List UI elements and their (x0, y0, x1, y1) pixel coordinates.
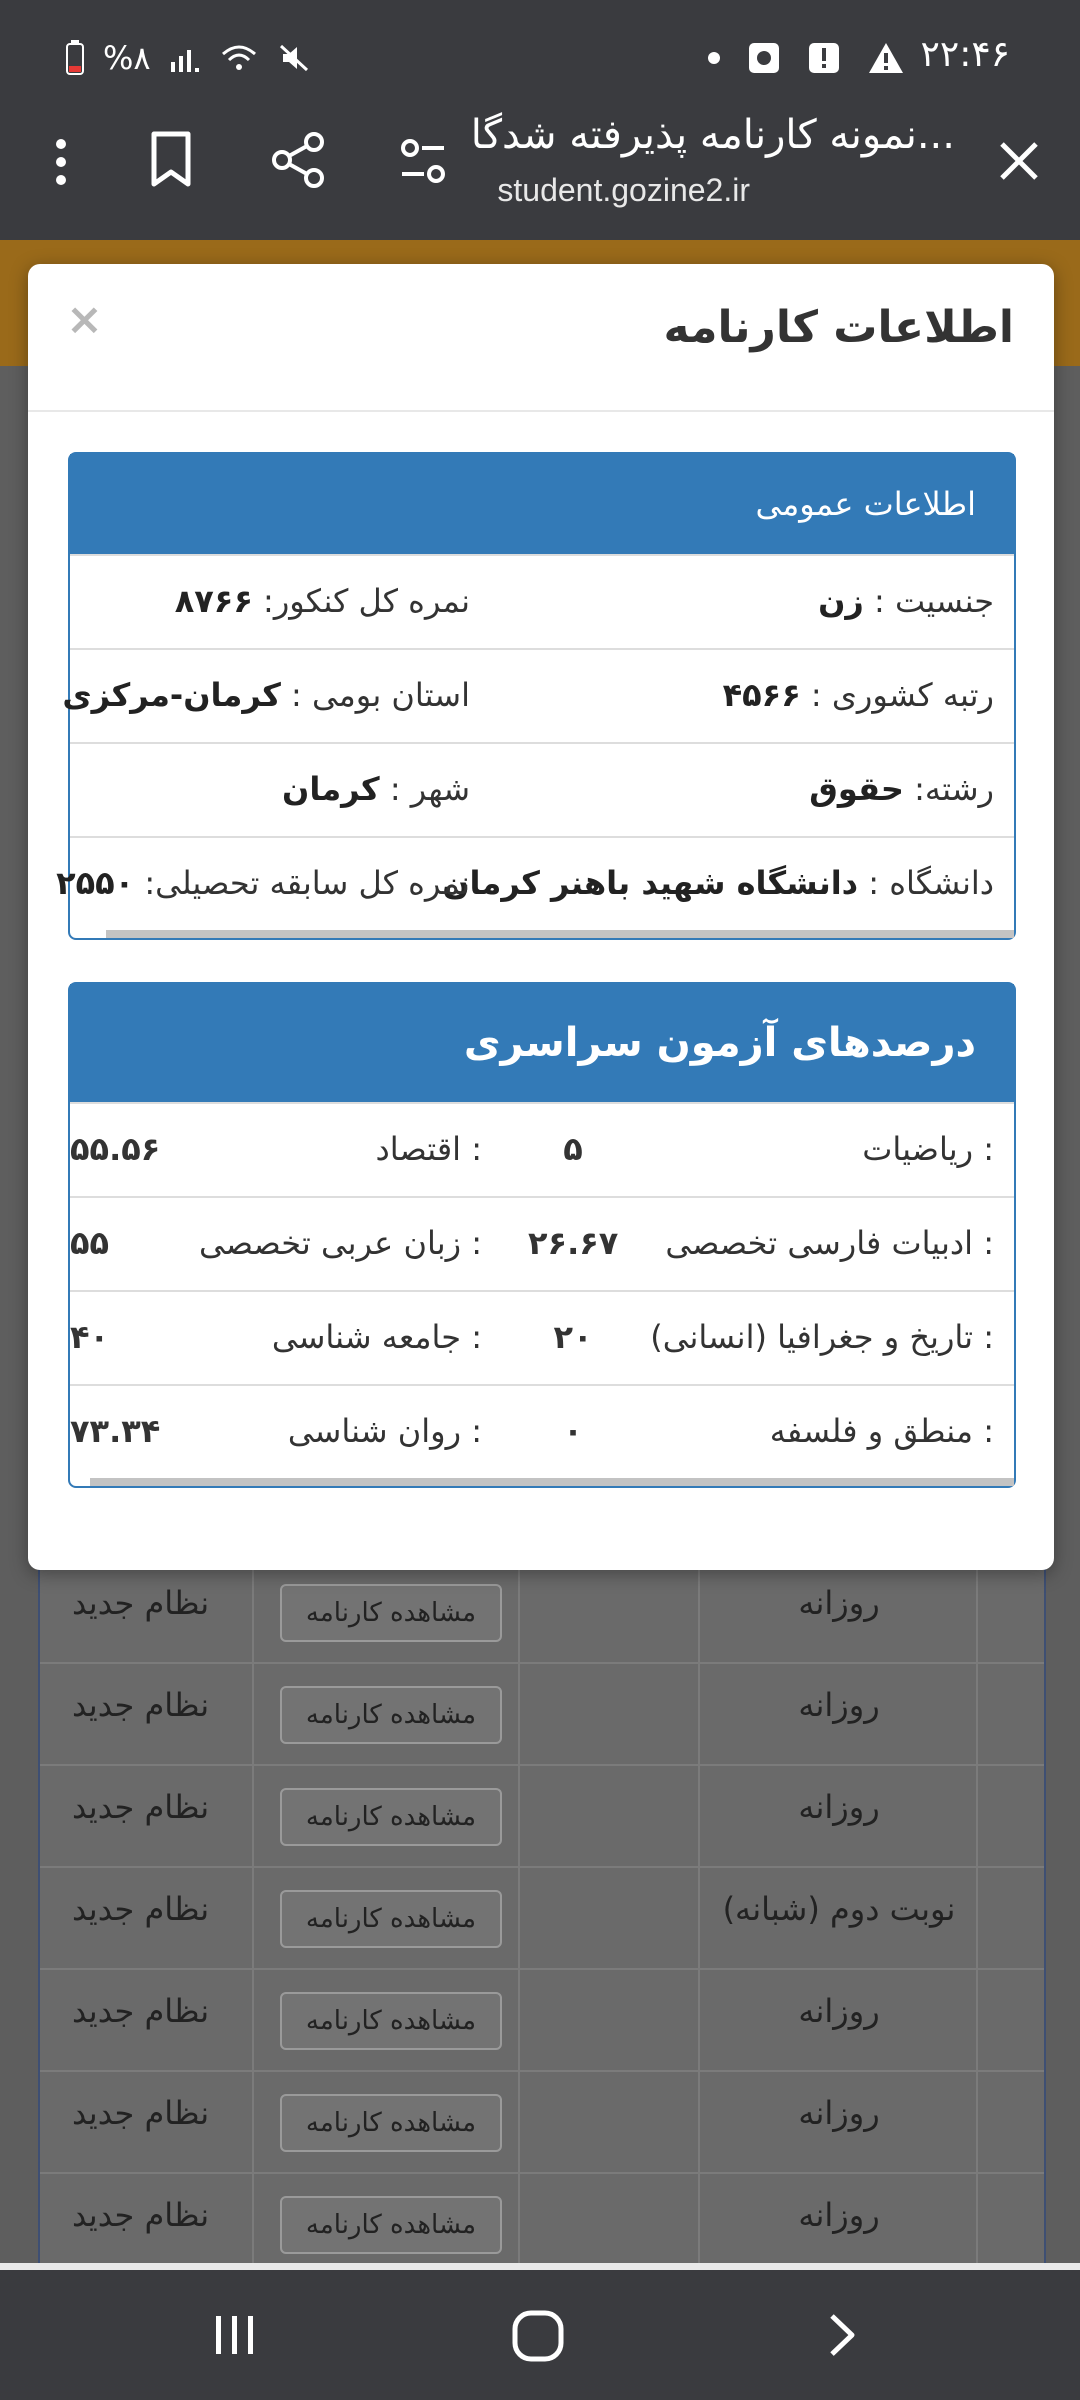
view-report-button[interactable]: مشاهده کارنامه (280, 2094, 502, 2152)
table-row (40, 1968, 1044, 2072)
info-label: جنسیت : (863, 582, 994, 620)
system-cell: نظام جدید (72, 2094, 210, 2132)
shift-cell: روزانه (798, 2196, 880, 2234)
info-right-cell (809, 770, 994, 808)
subject-label: منطق و فلسفه : (769, 1412, 994, 1450)
info-left-cell (56, 864, 470, 902)
subject-label: ادبیات فارسی تخصصی : (665, 1224, 994, 1262)
modal-title: اطلاعات کارنامه (663, 302, 1014, 353)
battery-percent: %۸ (103, 39, 151, 77)
score-row (70, 1102, 1014, 1196)
score-value: ۷۳.۳۴ (70, 1412, 161, 1450)
media-icon (747, 41, 781, 75)
info-value: حقوق (809, 770, 904, 808)
info-label: رشته: (903, 770, 994, 808)
system-cell: نظام جدید (72, 1992, 210, 2030)
info-row (62, 648, 1014, 742)
table-row (40, 2070, 1044, 2174)
info-label: شهر : (379, 770, 470, 808)
info-label: رتبه کشوری : (800, 676, 994, 714)
info-value: دانشگاه شهید باهنر کرمان (442, 864, 859, 902)
recent-apps-icon[interactable] (210, 2310, 260, 2364)
signal-icon (169, 42, 201, 74)
warning-icon (867, 41, 905, 75)
dot-icon (707, 51, 721, 65)
modal-divider (28, 410, 1054, 412)
table-row (40, 1662, 1044, 1766)
nav-divider (0, 2263, 1080, 2270)
info-label: نمره کل سابقه تحصیلی: (134, 864, 470, 902)
shift-cell: نوبت دوم (شبانه) (722, 1890, 956, 1928)
info-value: کرمان (282, 770, 380, 808)
table-row (40, 1560, 1044, 1664)
info-value: زن (818, 582, 864, 620)
bookmark-icon[interactable] (146, 130, 196, 194)
score-value: ۵۵.۵۶ (70, 1130, 161, 1168)
battery-icon (65, 40, 85, 76)
info-row (70, 554, 1014, 648)
status-system-icons (65, 30, 311, 86)
page-url[interactable]: student.gozine2.ir (497, 172, 750, 208)
horizontal-scrollbar[interactable] (90, 1478, 1014, 1486)
subject-label: تاریخ و جغرافیا (انسانی) : (650, 1318, 994, 1356)
back-icon[interactable] (816, 2310, 866, 2364)
more-menu-icon[interactable] (36, 128, 86, 198)
info-right-cell (818, 582, 994, 620)
score-value: ۰ (563, 1412, 583, 1450)
score-value: ۲۶.۶۷ (528, 1224, 619, 1262)
view-report-button[interactable]: مشاهده کارنامه (280, 1788, 502, 1846)
system-cell: نظام جدید (72, 1584, 210, 1622)
info-right-cell (442, 864, 994, 902)
info-row (70, 742, 1014, 836)
info-row (56, 836, 1014, 930)
info-value: ۴۵۶۶ (722, 676, 801, 714)
close-tab-icon[interactable] (994, 136, 1044, 190)
shift-cell: روزانه (798, 1788, 880, 1826)
score-value: ۴۰ (70, 1318, 110, 1356)
score-value: ۲۰ (553, 1318, 593, 1356)
table-row (40, 1764, 1044, 1868)
table-row (40, 1866, 1044, 1970)
system-cell: نظام جدید (72, 1788, 210, 1826)
info-left-cell (282, 770, 470, 808)
view-report-button[interactable]: مشاهده کارنامه (280, 1992, 502, 2050)
score-row (70, 1290, 1014, 1384)
home-icon[interactable] (510, 2308, 566, 2368)
info-label: دانشگاه : (858, 864, 994, 902)
info-right-cell (723, 676, 994, 714)
share-icon[interactable] (268, 130, 328, 194)
horizontal-scrollbar[interactable] (106, 930, 1014, 938)
info-value: ۲۵۵۰ (56, 864, 135, 902)
score-value: ۵ (563, 1130, 583, 1168)
modal-close-button[interactable]: × (66, 294, 103, 345)
score-row (70, 1384, 1014, 1478)
subject-label: جامعه شناسی : (271, 1318, 482, 1356)
score-row (70, 1196, 1014, 1290)
info-value: کرمان-مرکزی (62, 676, 281, 714)
shift-cell: روزانه (798, 2094, 880, 2132)
subject-label: ریاضیات : (862, 1130, 994, 1168)
report-card-modal (28, 264, 1054, 1570)
system-cell: نظام جدید (72, 1686, 210, 1724)
alert-icon (807, 41, 841, 75)
view-report-button[interactable]: مشاهده کارنامه (280, 2196, 502, 2254)
shift-cell: روزانه (798, 1992, 880, 2030)
shift-cell: روزانه (798, 1584, 880, 1622)
info-left-cell (175, 582, 470, 620)
info-label: نمره کل کنکور: (252, 582, 470, 620)
subject-label: زبان عربی تخصصی : (199, 1224, 482, 1262)
table-row (40, 2172, 1044, 2276)
general-info-heading: اطلاعات عمومی (70, 454, 1014, 554)
status-time: ۲۲:۴۶ (920, 34, 1010, 75)
info-value: ۸۷۶۶ (174, 582, 253, 620)
status-notification-icons (605, 30, 905, 86)
info-left-cell (62, 676, 470, 714)
page-title: نمونه کارنامه پذیرفته شدگا... (470, 112, 955, 158)
shift-cell: روزانه (798, 1686, 880, 1724)
results-table (38, 1560, 1046, 2270)
view-report-button[interactable]: مشاهده کارنامه (280, 1890, 502, 1948)
general-info-panel (56, 452, 1016, 940)
mute-icon (277, 42, 311, 74)
exam-scores-panel (68, 982, 1016, 1488)
subject-label: اقتصاد : (375, 1130, 482, 1168)
exam-scores-heading: درصدهای آزمون سراسری (70, 984, 1014, 1102)
info-label: استان بومی : (280, 676, 470, 714)
subject-label: روان شناسی : (287, 1412, 482, 1450)
score-value: ۵۵ (70, 1224, 110, 1262)
system-cell: نظام جدید (72, 1890, 210, 1928)
system-cell: نظام جدید (72, 2196, 210, 2234)
view-report-button[interactable]: مشاهده کارنامه (280, 1584, 502, 1642)
wifi-icon (219, 42, 259, 74)
view-report-button[interactable]: مشاهده کارنامه (280, 1686, 502, 1744)
